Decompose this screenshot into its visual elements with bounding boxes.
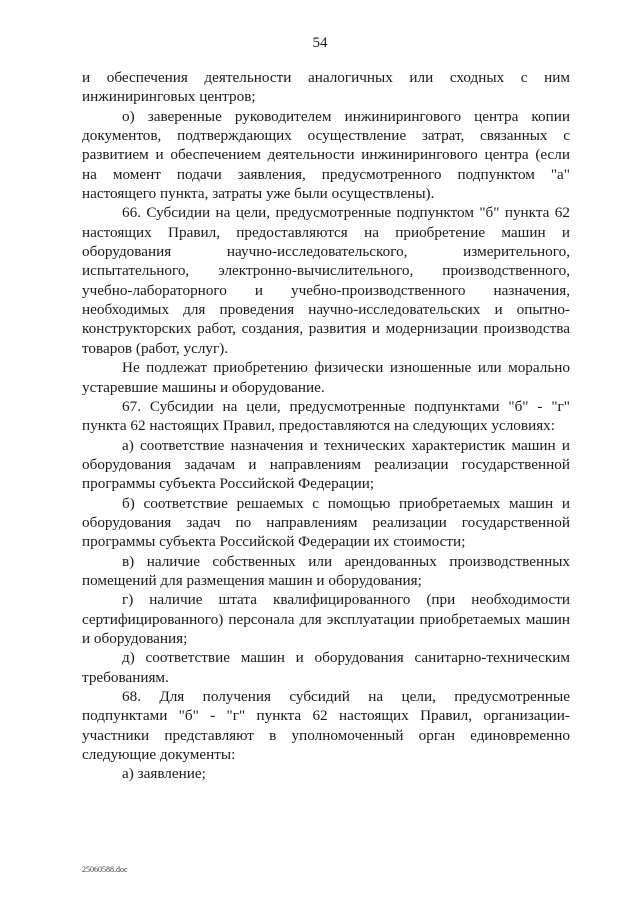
paragraph-67: 67. Субсидии на цели, предусмотренные подпунктами "б" - "г" пункта 62 настоящих Правил, предоставляются на следующих условиях: [82, 397, 570, 435]
page-number: 54 [312, 35, 328, 51]
paragraph-67-v: в) наличие собственных или арендованных производственных помещений для размещения машин и оборудования; [82, 552, 570, 589]
footer-document-code: 25060588.doc [82, 865, 128, 874]
paragraph-67-a: а) соответствие назначения и технических характеристик машин и оборудования задачам и направлениям реализации государственной программы субъекта Российской Федерации; [82, 436, 570, 493]
paragraph-66-note: Не подлежат приобретению физически изношенные или морально устаревшие машины и оборудование. [82, 359, 570, 396]
paragraph-item-o: о) заверенные руководителем инжинирингового центра копии документов, подтверждающих осуществление затрат, связанных с развитием и обеспечением деятельности инжинирингового центра (если на момент подачи заявления, предусмотренного подпунктом "а" настоящего пункта, затраты уже были осуществлены). [82, 107, 570, 203]
paragraph-continuation: и обеспечения деятельности аналогичных или сходных с ним инжиниринговых центров; [82, 69, 570, 106]
paragraph-67-d: д) соответствие машин и оборудования санитарно-техническим требованиям. [82, 649, 570, 686]
paragraph-67-b: б) соответствие решаемых с помощью приобретаемых машин и оборудования задач по направлениям реализации государственной программы субъекта Российской Федерации их стоимости; [82, 494, 570, 551]
paragraph-68-a: а) заявление; [122, 765, 206, 783]
document-body [82, 68, 570, 784]
paragraph-67-g: г) наличие штата квалифицированного (при необходимости сертифицированного) персонала для эксплуатации приобретаемых машин и оборудования; [82, 591, 570, 647]
paragraph-66: 66. Субсидии на цели, предусмотренные подпунктом "б" пункта 62 настоящих Правил, предоставляются на приобретение машин и оборудования научно-исследовательского, измерительного, испытательного, электронно-вычислительного, производственного, учебно-лабораторного и учебно-производственного назначения, необходимых для проведения научно-исследовательских и опытно-конструкторских работ, создания, развития и модернизации производства товаров (работ, услуг). [82, 204, 570, 357]
paragraph-68: 68. Для получения субсидий на цели, предусмотренные подпунктами "б" - "г" пункта 62 настоящих Правил, организации-участники представляют в уполномоченный орган единовременно следующие документы: [82, 688, 570, 764]
